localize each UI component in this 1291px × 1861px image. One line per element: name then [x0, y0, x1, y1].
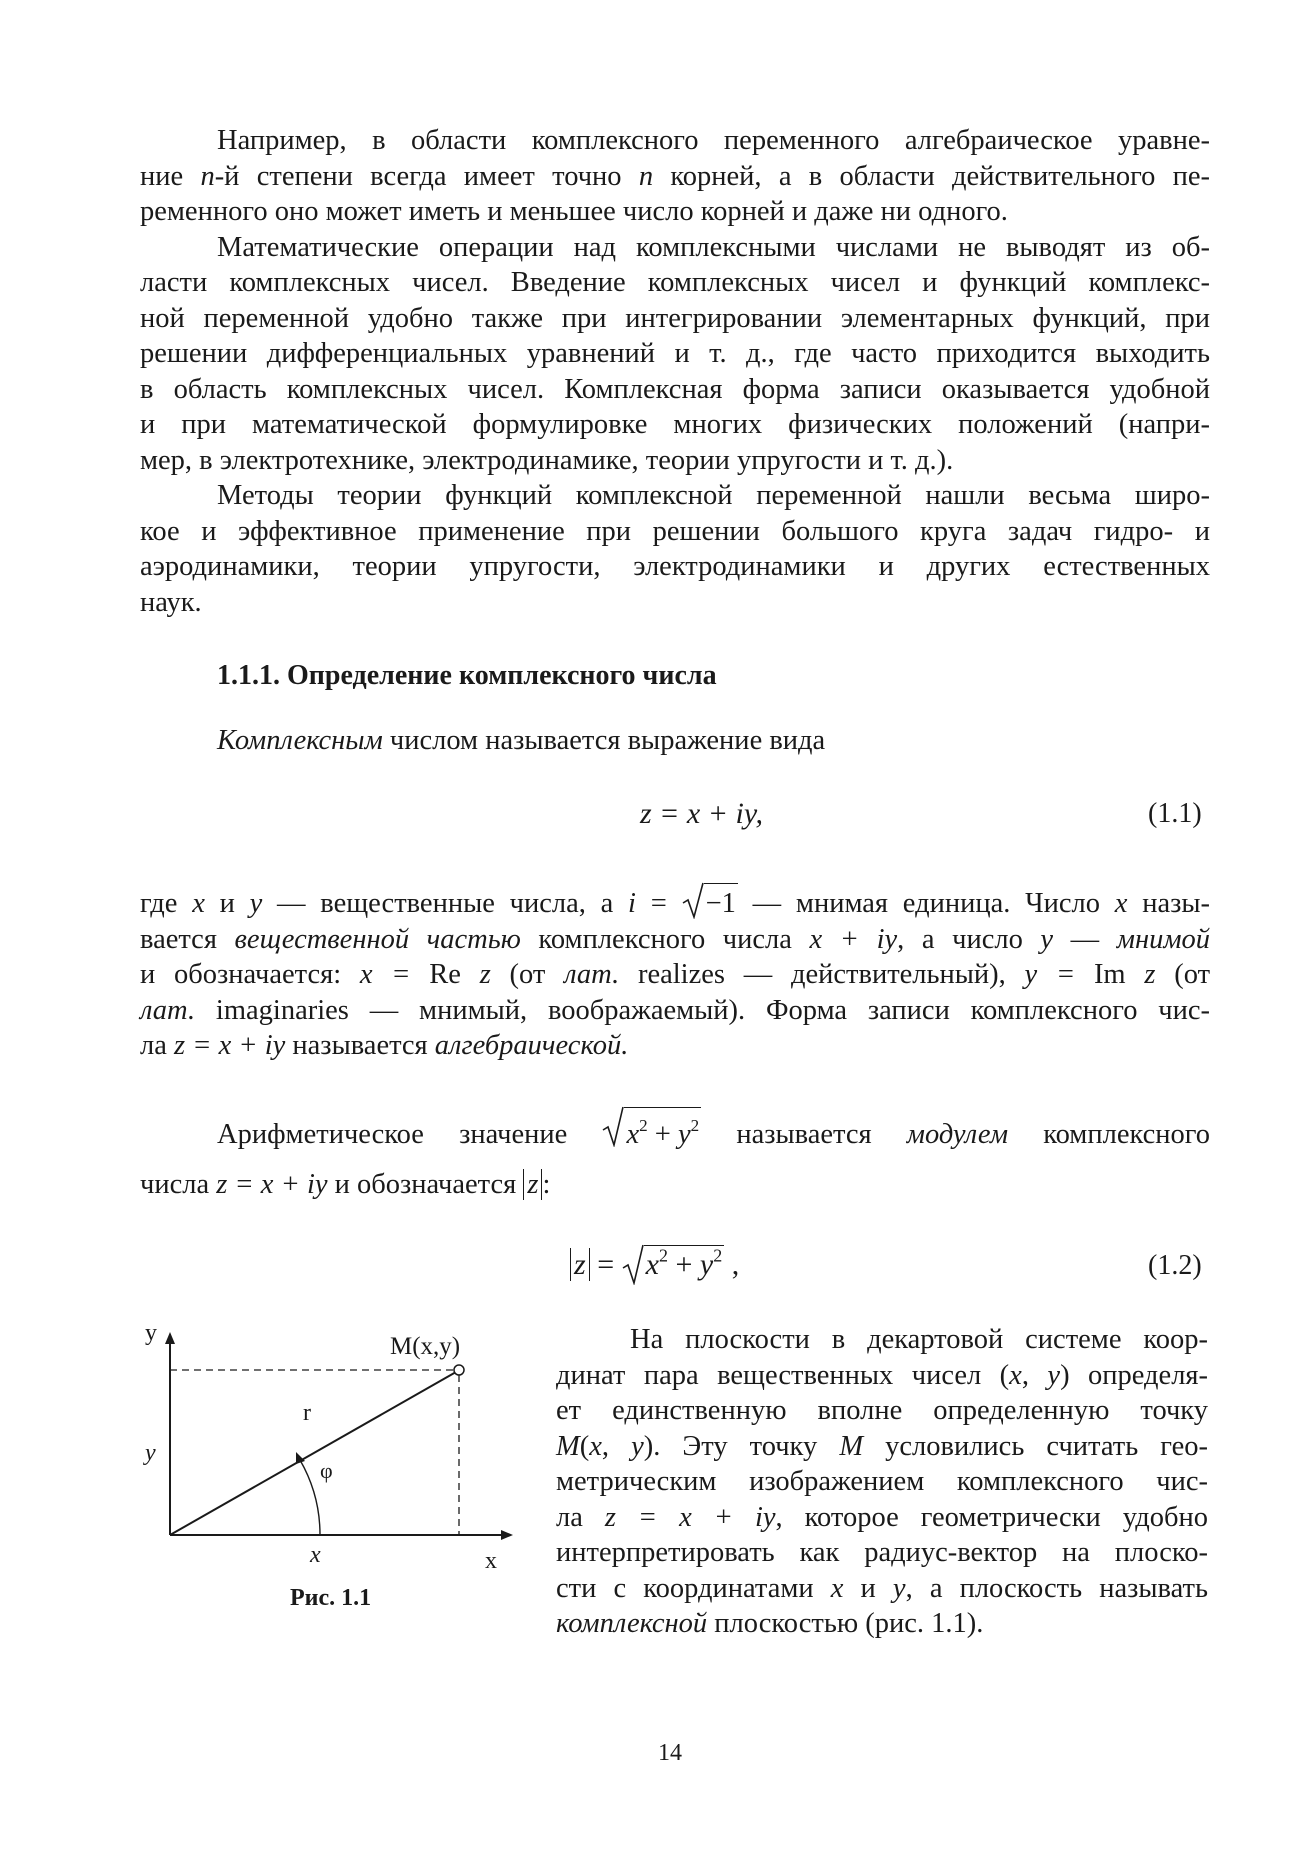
- text-line: ла z = x + iy называется алгебраической.: [140, 1030, 629, 1061]
- r-label: r: [303, 1400, 311, 1426]
- complex-plane-figure: [135, 1320, 535, 1570]
- text-line: Арифметическое значение $x^2 + y^2$ называется модулем комплексного: [140, 1107, 1210, 1160]
- text-line: наук.: [140, 586, 202, 618]
- text-line: кое и эффективное применение при решении большого круга задач гидро- и: [140, 515, 1210, 547]
- text-line: На плоскости в декартовой системе коор-: [630, 1324, 1208, 1355]
- text-line: где x и y — вещественные числа, а i = −1 — мнимая единица. Число x назы-: [140, 883, 1210, 922]
- equation-number-1-2: (1.2): [1148, 1250, 1202, 1281]
- text-line: комплексной плоскостью (рис. 1.1).: [556, 1608, 984, 1639]
- text-line: M(x, y). Эту точку M условились считать гео-: [556, 1430, 1208, 1462]
- phi-label: φ: [320, 1458, 333, 1483]
- text-line: Например, в области комплексного переменного алгебраическое уравне-: [217, 125, 1210, 156]
- modulus-text: [140, 1107, 1210, 1210]
- x-projection-label: x: [310, 1542, 321, 1568]
- x-axis-arrow: [501, 1530, 513, 1540]
- equation-1-1: z = x + iy,: [640, 797, 763, 830]
- figure-side-text: [556, 1322, 1208, 1642]
- text-line: ременного оно может иметь и меньшее число корней и даже ни одного.: [140, 196, 1008, 227]
- figure-caption: Рис. 1.1: [290, 1585, 372, 1611]
- sqrt-minus-one: −1: [682, 883, 738, 922]
- intro-text: [140, 123, 1210, 620]
- text-line: сти с координатами x и y, а плоскость называть: [556, 1572, 1208, 1604]
- text-line: мер, в электротехнике, электродинамике, теории упругости и т. д.).: [140, 444, 954, 476]
- text-line: динат пара вещественных чисел (x, y) определя-: [556, 1359, 1209, 1391]
- explanation-text: [140, 883, 1210, 1064]
- definition-line: Комплексным числом называется выражение вида: [217, 725, 826, 756]
- radius-vector: [170, 1372, 456, 1535]
- point-m: [454, 1365, 464, 1375]
- y-axis-arrow: [165, 1332, 175, 1344]
- sqrt-x2-y2: $x^2 + y^2$: [602, 1107, 701, 1160]
- text-line: аэродинамики, теории упругости, электродинамики и других естественных: [140, 551, 1210, 582]
- text-line: решении дифференциальных уравнений и т. д., где часто приходится выходить: [140, 338, 1210, 369]
- text-line: ет единственную вполне определенную точку: [556, 1395, 1208, 1426]
- y-projection-label: y: [145, 1440, 156, 1466]
- text-line: метрическим изображением комплексного чис-: [556, 1466, 1208, 1497]
- text-line: вается вещественной частью комплексного числа x + iy, а число y — мнимой: [140, 923, 1211, 955]
- page-number: 14: [658, 1740, 682, 1766]
- point-label: M(x,y): [390, 1333, 461, 1360]
- text-line: ние n-й степени всегда имеет точно n корней, а в области действительного пе-: [140, 160, 1210, 192]
- text-line: лат. imaginaries — мнимый, воображаемый). Форма записи комплексного чис-: [140, 994, 1210, 1026]
- angle-arc: [300, 1460, 320, 1535]
- text-line: Методы теории функций комплексной переменной нашли весьма широ-: [217, 480, 1210, 511]
- section-heading: 1.1.1. Определение комплексного числа: [217, 660, 717, 691]
- y-axis-label: y: [145, 1320, 157, 1346]
- text-line: ной переменной удобно также при интегрировании элементарных функций, при: [140, 302, 1210, 334]
- text-line: ла z = x + iy, которое геометрически удобно: [556, 1501, 1208, 1533]
- text-line: интерпретировать как радиус-вектор на плоско-: [556, 1537, 1208, 1568]
- text-line: числа z = x + iy и обозначается z :: [140, 1169, 551, 1200]
- equation-1-2: z = $x^2 + y^2$ ,: [570, 1245, 739, 1282]
- x-axis-label: x: [485, 1548, 497, 1570]
- text-line: ласти комплексных чисел. Введение комплексных чисел и функций комплекс-: [140, 267, 1210, 298]
- text-line: в область комплексных чисел. Комплексная форма записи оказывается удобной: [140, 373, 1210, 405]
- text-line: Математические операции над комплексными числами не выводят из об-: [217, 231, 1210, 263]
- equation-number-1-1: (1.1): [1148, 798, 1202, 829]
- text-line: и при математической формулировке многих физических положений (напри-: [140, 409, 1210, 440]
- text-line: и обозначается: x = Re z (от лат. realizes — действительный), y = Im z (от: [140, 959, 1211, 990]
